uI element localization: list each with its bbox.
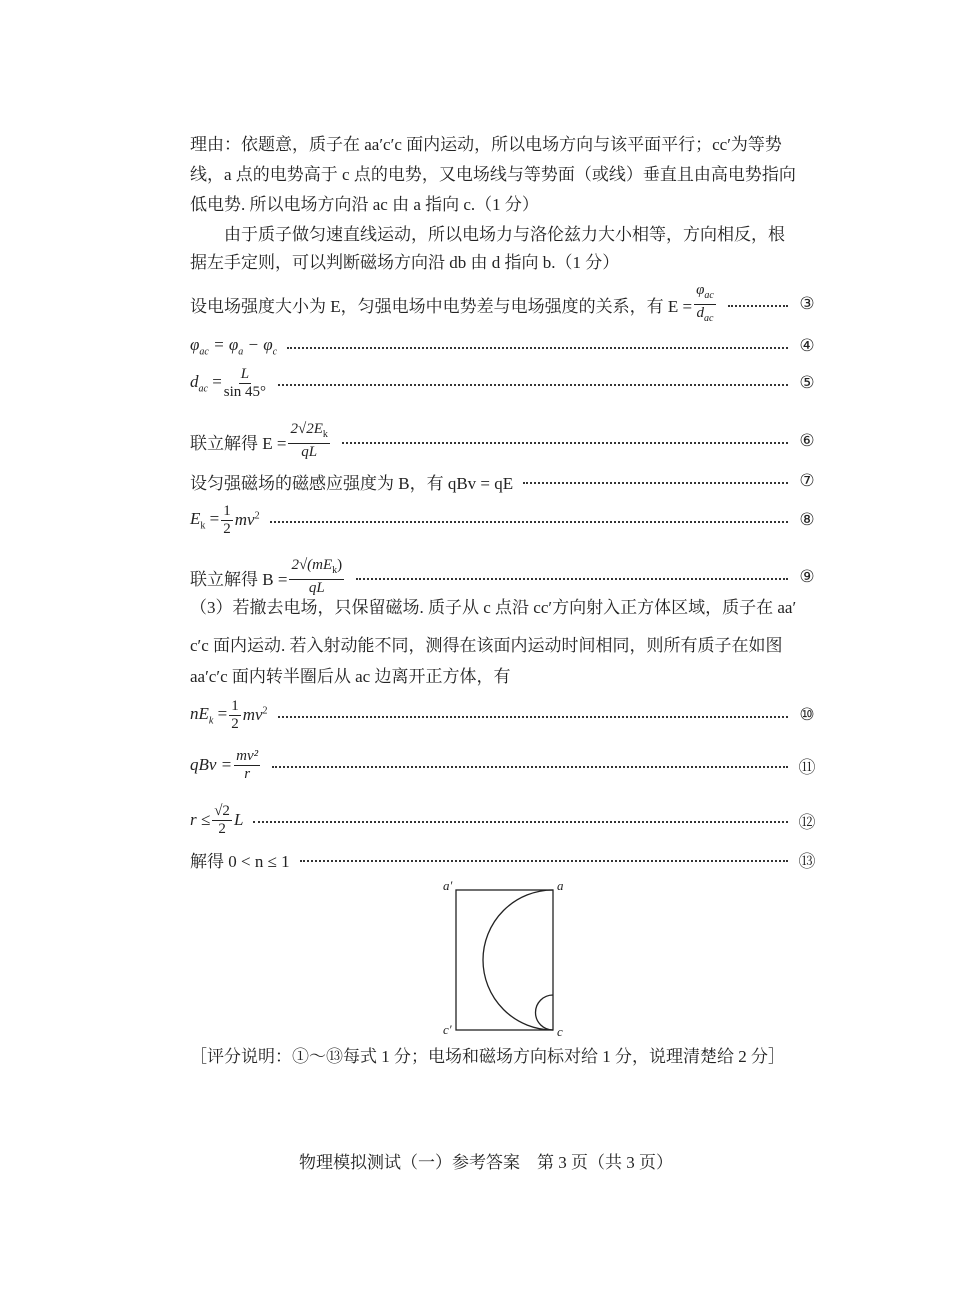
- paragraph-line: 线，a 点的电势高于 c 点的电势，又电场线与等势面（或线）垂直且由高电势指向: [190, 165, 796, 184]
- equation-number: ④: [799, 336, 815, 355]
- label-a-prime: a′: [443, 878, 453, 893]
- paragraph-line: 理由：依题意，质子在 aa′c′c 面内运动，所以电场方向与该平面平行；cc′为等势: [190, 135, 782, 154]
- fraction: $\frac{\varphi_{ac}}{d_{ac}}$: [696, 281, 714, 324]
- eq-text: 联立解得 E =: [190, 433, 287, 453]
- eq-text: r ≤: [190, 810, 211, 829]
- eq-text: $E_k$ =: [190, 508, 220, 532]
- fraction: $\frac{2√(mE_k)}{qL}$: [291, 557, 343, 596]
- equation-8: $E_k$ = $\frac{1}{2}$ $mv^2$ ⑧: [190, 502, 815, 537]
- paragraph-line: 据左手定则，可以判断磁场方向沿 db 由 d 指向 b.（1 分）: [190, 253, 620, 272]
- label-a: a: [557, 878, 564, 893]
- equation-number: ③: [799, 294, 815, 313]
- label-c-prime: c′: [443, 1022, 452, 1037]
- eq-text: 解得 0 < n ≤ 1: [190, 851, 290, 871]
- small-semicircle-path: [536, 995, 554, 1030]
- equation-number: ⑬: [798, 851, 816, 871]
- equation-12: r ≤ $\frac{√2}{2}$ L ⑫: [190, 802, 816, 837]
- equation-number: ⑦: [799, 471, 815, 490]
- equation-number: ⑪: [798, 757, 816, 777]
- eq-text: $\varphi_{ac} = \varphi_a - \varphi_c$: [190, 334, 278, 358]
- large-semicircle-path: [483, 890, 553, 1030]
- equation-number: ⑧: [799, 510, 815, 529]
- face-square: [456, 890, 553, 1030]
- equation-number: ⑤: [799, 373, 815, 392]
- equation-number: ⑫: [798, 812, 816, 832]
- paragraph-line: 低电势. 所以电场方向沿 ac 由 a 指向 c.（1 分）: [190, 195, 539, 214]
- equation-10: $nE_k$ = $\frac{1}{2}$ $mv^2$ ⑩: [190, 697, 815, 732]
- paragraph-line: aa′c′c 面内转半圈后从 ac 边离开正方体，有: [190, 667, 511, 686]
- paragraph-line: （3）若撤去电场，只保留磁场. 质子从 c 点沿 cc′方向射入正方体区域，质子在 aa′: [190, 598, 797, 617]
- equation-number: ⑥: [799, 431, 815, 450]
- fraction: $\frac{1}{2}$: [231, 697, 239, 732]
- eq-text: 设电场强度大小为 E，匀强电场中电势差与电场强度的关系，有 E =: [190, 296, 693, 316]
- fraction: $\frac{√2}{2}$: [214, 802, 230, 837]
- page-footer: 物理模拟测试（一）参考答案 第 3 页（共 3 页）: [299, 1153, 673, 1172]
- fraction: $\frac{\text{mv²}}{r}$: [236, 747, 259, 782]
- eq-text: qBv =: [190, 755, 233, 774]
- eq-text: 联立解得 B =: [190, 569, 288, 589]
- fraction: $\frac{2√2E_k}{qL}$: [290, 421, 328, 460]
- fraction: $\frac{L}{\sin 45^\circ}$: [223, 365, 267, 400]
- eq-text: $nE_k$ =: [190, 703, 228, 727]
- eq-text: 设匀强磁场的磁感应强度为 B，有 qBv = qE: [190, 473, 514, 493]
- fraction: $\frac{1}{2}$: [223, 502, 231, 537]
- equation-number: ⑩: [799, 705, 815, 724]
- equation-number: ⑨: [799, 567, 815, 586]
- paragraph-line: 由于质子做匀速直线运动，所以电场力与洛伦兹力大小相等，方向相反，根: [224, 225, 785, 244]
- grading-note: ［评分说明：①～⑬每式 1 分；电场和磁场方向标对给 1 分，说理清楚给 2 分］: [190, 1047, 785, 1066]
- label-c: c: [557, 1024, 563, 1039]
- eq-text: $d_{ac}$ =: [190, 371, 222, 395]
- paragraph-line: c′c 面内运动. 若入射动能不同，测得在该面内运动时间相同，则所有质子在如图: [190, 636, 783, 655]
